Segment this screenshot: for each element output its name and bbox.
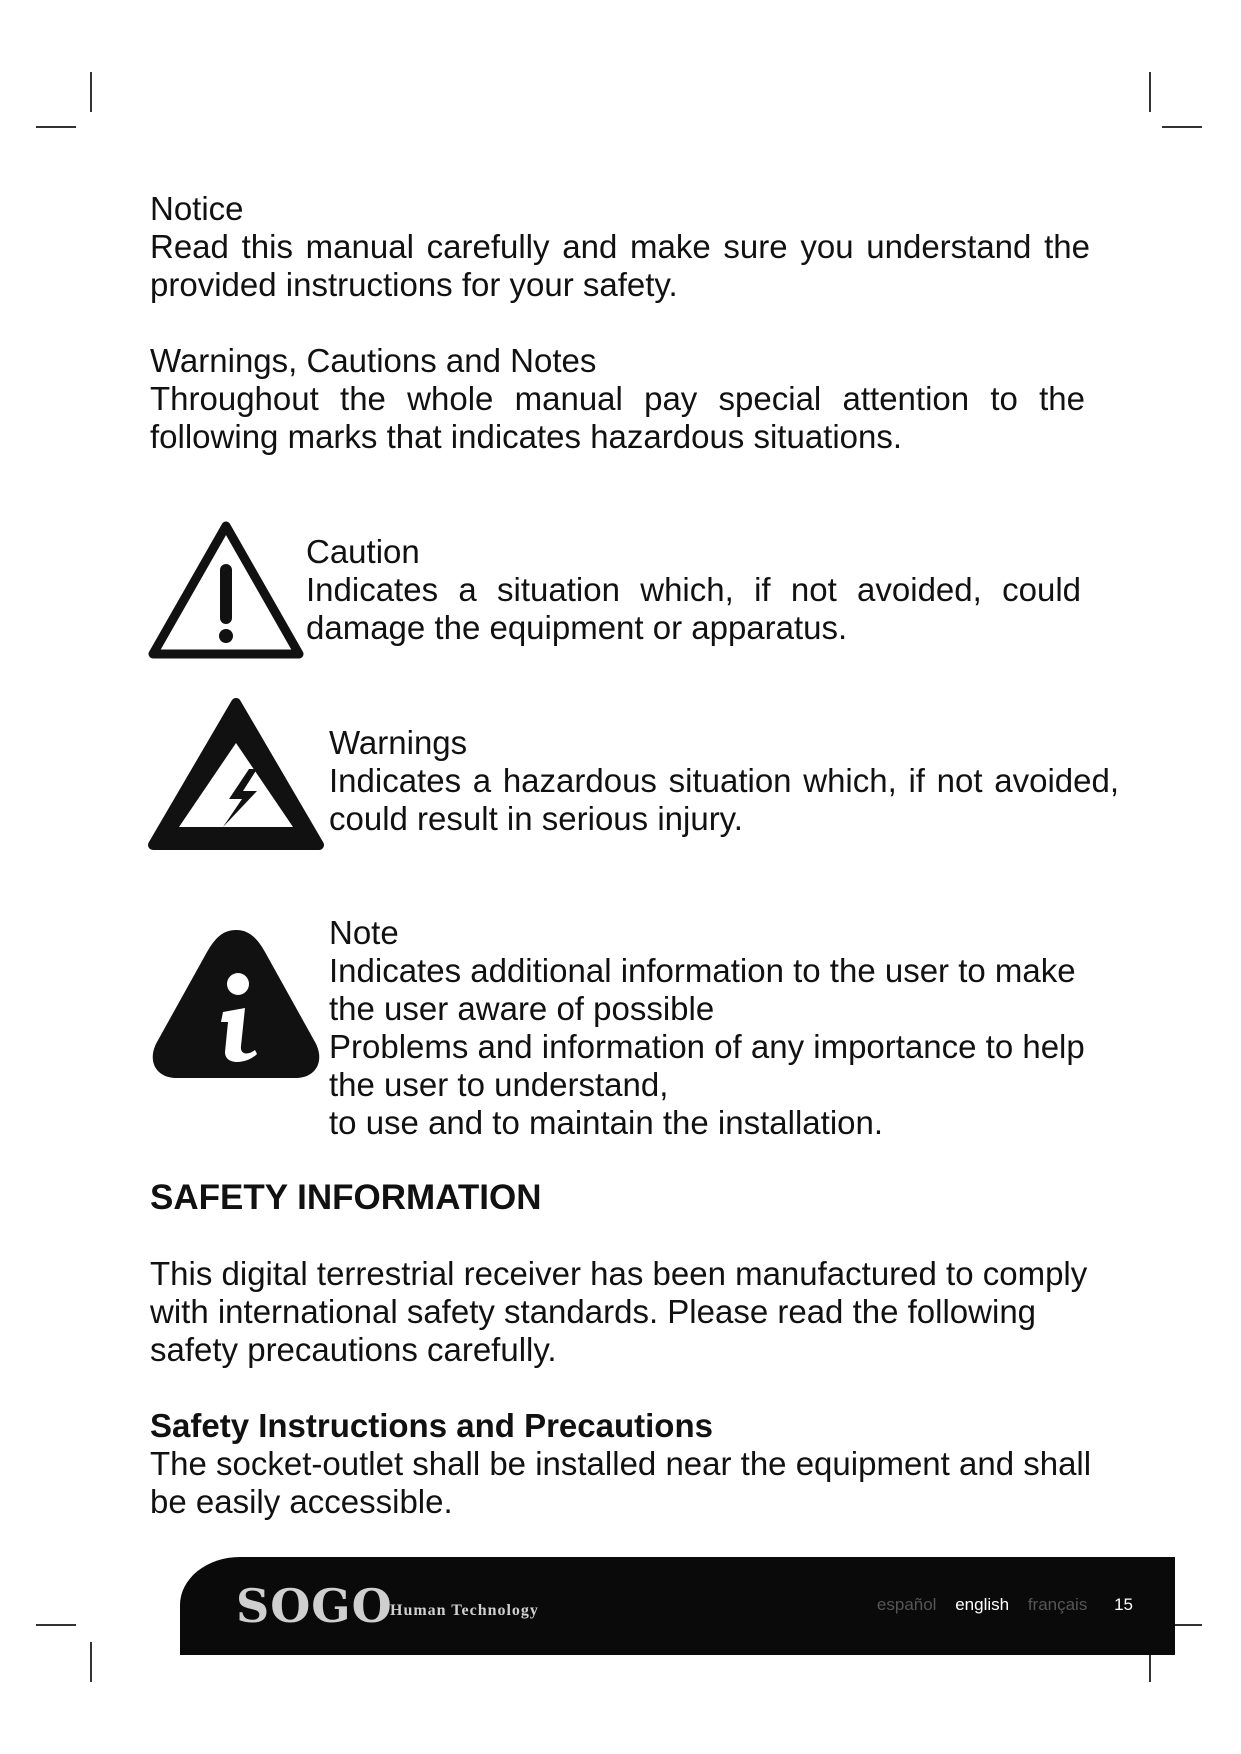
crop-mark [1162,126,1202,128]
safety-heading: SAFETY INFORMATION [150,1178,542,1217]
language-francais[interactable]: français [1027,1595,1088,1614]
note-line: to use and to maintain the installation. [329,1104,884,1141]
caution-title: Caution [306,533,420,570]
crop-mark [90,1642,92,1682]
crop-mark [36,126,76,128]
warnings-cautions-notes-section [150,342,1085,456]
note-line: Indicates additional information to the user to make [329,952,1076,989]
brand-tagline: Human Technology [390,1602,539,1619]
notice-section [150,190,1090,304]
notice-title: Notice [150,190,244,227]
language-selector [863,1595,1133,1615]
crop-mark [36,1624,76,1626]
precautions-body: The socket-outlet shall be installed near the equipment and shall be easily accessible. [150,1445,1092,1520]
language-espanol[interactable]: español [876,1595,937,1614]
precautions-section [150,1407,1110,1521]
warning-body: Indicates a hazardous situation which, if not avoided, could result in serious injury. [329,762,1119,837]
caution-section [306,533,1081,647]
notice-body: Read this manual carefully and make sure you understand the provided instructions for your safety. [150,228,1090,303]
safety-body: This digital terrestrial receiver has been manufactured to comply with international safety standards. Please read the following safety precautions carefully. [150,1255,1088,1368]
warning-title: Warnings [329,724,468,761]
note-title: Note [329,914,399,951]
caution-body: Indicates a situation which, if not avoided, could damage the equipment or apparatus. [306,571,1081,646]
brand-logo: SOGO [236,1579,393,1633]
footer-bar [180,1557,1175,1655]
warning-section [329,724,1119,838]
note-line: the user aware of possible [329,990,715,1027]
precautions-subheading: Safety Instructions and Precautions [150,1407,713,1444]
page-number: 15 [1114,1595,1133,1614]
safety-body-section [150,1255,1110,1369]
note-line: the user to understand, [329,1066,669,1103]
crop-mark [90,72,92,112]
wcn-title: Warnings, Cautions and Notes [150,342,597,379]
info-icon [145,918,327,1086]
language-english[interactable]: english [955,1595,1010,1614]
wcn-body: Throughout the whole manual pay special attention to the following marks that indicates hazardous situations. [150,380,1085,455]
note-line: Problems and information of any importance to help [329,1028,1085,1065]
note-section [329,914,1129,1142]
caution-triangle-icon [145,518,307,662]
lightning-triangle-icon [145,695,327,855]
crop-mark [1149,72,1151,112]
